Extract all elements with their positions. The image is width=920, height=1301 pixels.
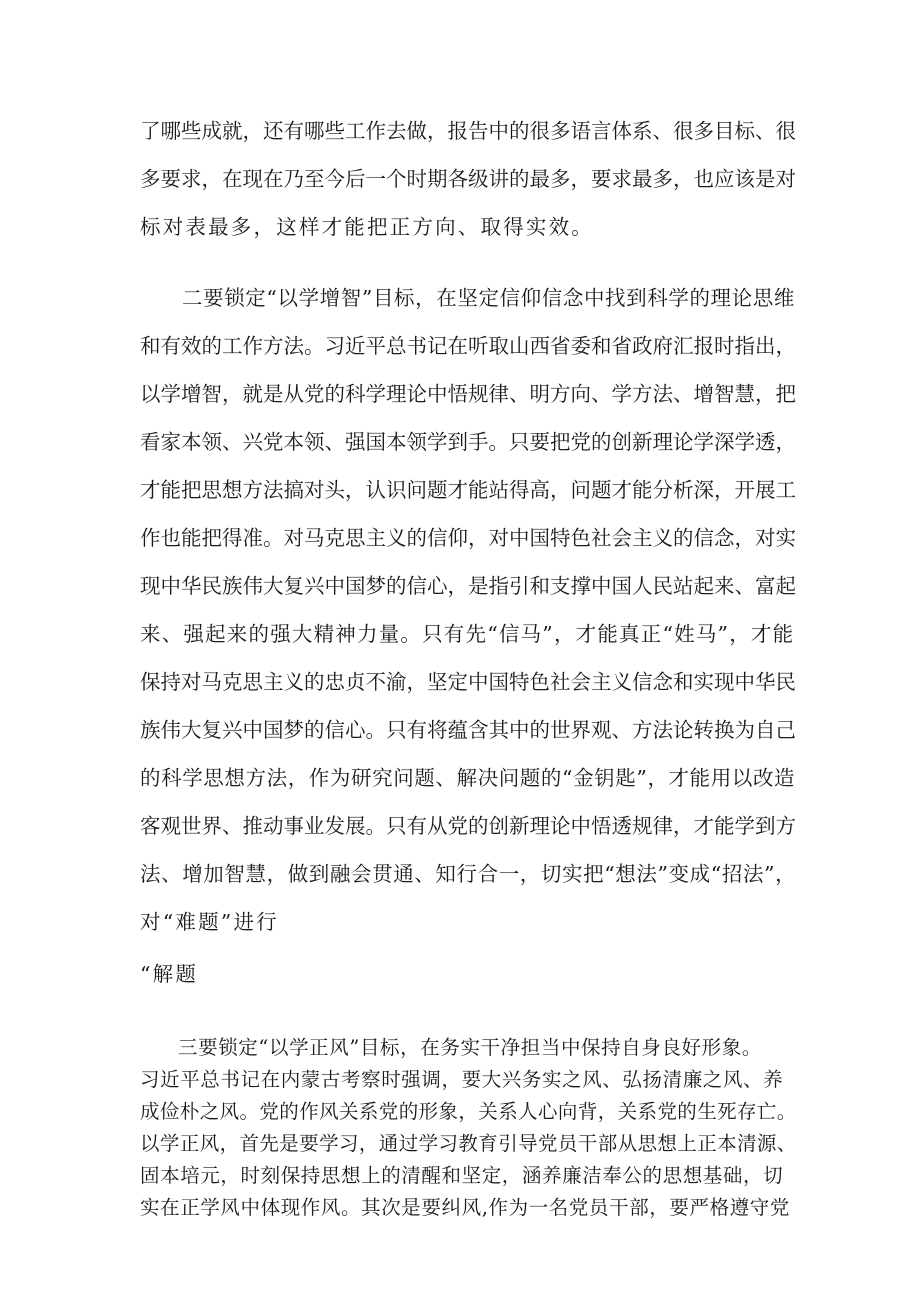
text-line: 实在正学风中体现作风。其次是要纠风,作为一名党员干部，要严格遵守党 bbox=[140, 1196, 790, 1219]
text-line: 现中华民族伟大复兴中国梦的信心，是指引和支撑中国人民站起来、富起 bbox=[140, 574, 796, 598]
text-line: 来、强起来的强大精神力量。只有先“信马”，才能真正“姓马”，才能 bbox=[140, 622, 795, 646]
text-line: 才能把思想方法搞对头，认识问题才能站得高，问题才能分析深，开展工 bbox=[140, 478, 796, 502]
text-line: 客观世界、推动事业发展。只有从党的创新理论中悟透规律，才能学到方 bbox=[140, 814, 796, 838]
text-line: 看家本领、兴党本领、强国本领学到手。只要把党的创新理论学深学透， bbox=[140, 430, 796, 454]
text-line: 作也能把得准。对马克思主义的信仰，对中国特色社会主义的信念，对实 bbox=[140, 526, 796, 550]
text-line: 标对表最多，这样才能把正方向、取得实效。 bbox=[140, 215, 594, 239]
text-line: 的科学思想方法，作为研究问题、解决问题的“金钥匙”，才能用以改造 bbox=[140, 766, 796, 790]
text-line: 习近平总书记在内蒙古考察时强调，要大兴务实之风、弘扬清廉之风、养 bbox=[140, 1068, 784, 1091]
text-line: 固本培元，时刻保持思想上的清醒和坚定，涵养廉洁奉公的思想基础，切 bbox=[140, 1164, 784, 1187]
text-line: 二要锁定“以学增智”目标，在坚定信仰信念中找到科学的理论思维 bbox=[182, 286, 795, 310]
text-line: 三要锁定“以学正风”目标，在务实干净担当中保持自身良好形象。 bbox=[178, 1036, 762, 1059]
text-line: 法、增加智慧，做到融会贯通、知行合一，切实把“想法”变成“招法”， bbox=[140, 862, 797, 886]
text-line: 成俭朴之风。党的作风关系党的形象，关系人心向背，关系党的生死存亡。 bbox=[140, 1100, 797, 1123]
text-line: 了哪些成就，还有哪些工作去做，报告中的很多语言体系、很多目标、很 bbox=[140, 119, 796, 143]
text-line: 保持对马克思主义的忠贞不渝，坚定中国特色社会主义信念和实现中华民 bbox=[140, 670, 796, 694]
text-line: “解题 bbox=[140, 962, 199, 986]
text-line: 以学增智，就是从党的科学理论中悟规律、明方向、学方法、增智慧，把 bbox=[140, 382, 796, 406]
text-line: 和有效的工作方法。习近平总书记在听取山西省委和省政府汇报时指出， bbox=[140, 334, 796, 358]
text-line: 族伟大复兴中国梦的信心。只有将蕴含其中的世界观、方法论转换为自己 bbox=[140, 718, 796, 742]
text-line: 对“难题”进行 bbox=[140, 910, 279, 934]
text-line: 以学正风，首先是要学习，通过学习教育引导党员干部从思想上正本清源、 bbox=[140, 1132, 797, 1155]
text-line: 多要求，在现在乃至今后一个时期各级讲的最多，要求最多，也应该是对 bbox=[140, 167, 796, 191]
